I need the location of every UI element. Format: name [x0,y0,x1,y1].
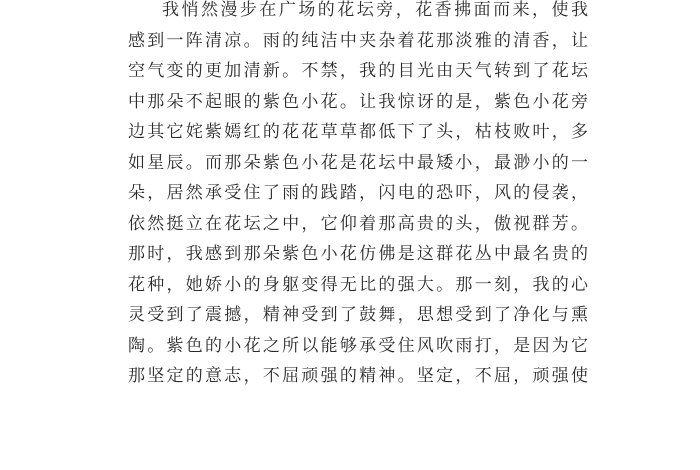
text-line: 边其它姹紫嫣红的花花草草都低下了头，枯枝败叶，多 [128,122,588,142]
text-line: 灵受到了震撼，精神受到了鼓舞，思想受到了净化与熏 [128,305,588,325]
text-line: 那坚定的意志，不屈顽强的精神。坚定，不屈，顽强使 [128,366,588,386]
text-line: 空气变的更加清新。不禁，我的目光由天气转到了花坛 [128,61,588,81]
text-line: 朵，居然承受住了雨的践踏，闪电的恐吓，风的侵袭， [128,183,588,203]
text-line: 依然挺立在花坛之中，它仰着那高贵的头，傲视群芳。 [128,213,588,234]
text-line: 花种，她娇小的身躯变得无比的强大。那一刻，我的心 [128,274,588,295]
text-line: 那时，我感到那朵紫色小花仿佛是这群花丛中最名贵的 [128,244,588,264]
text-line: 感到一阵清凉。雨的纯洁中夹杂着花那淡雅的清香，让 [128,30,588,51]
text-line: 如星辰。而那朵紫色小花是花坛中最矮小，最渺小的一 [128,152,588,173]
text-line: 我悄然漫步在广场的花坛旁，花香拂面而来，使我 [162,0,588,20]
text-line: 陶。紫色的小花之所以能够承受住风吹雨打，是因为它 [128,335,588,356]
text-line: 中那朵不起眼的紫色小花。让我惊讶的是，紫色小花旁 [128,91,588,112]
essay-paragraph [128,0,588,392]
